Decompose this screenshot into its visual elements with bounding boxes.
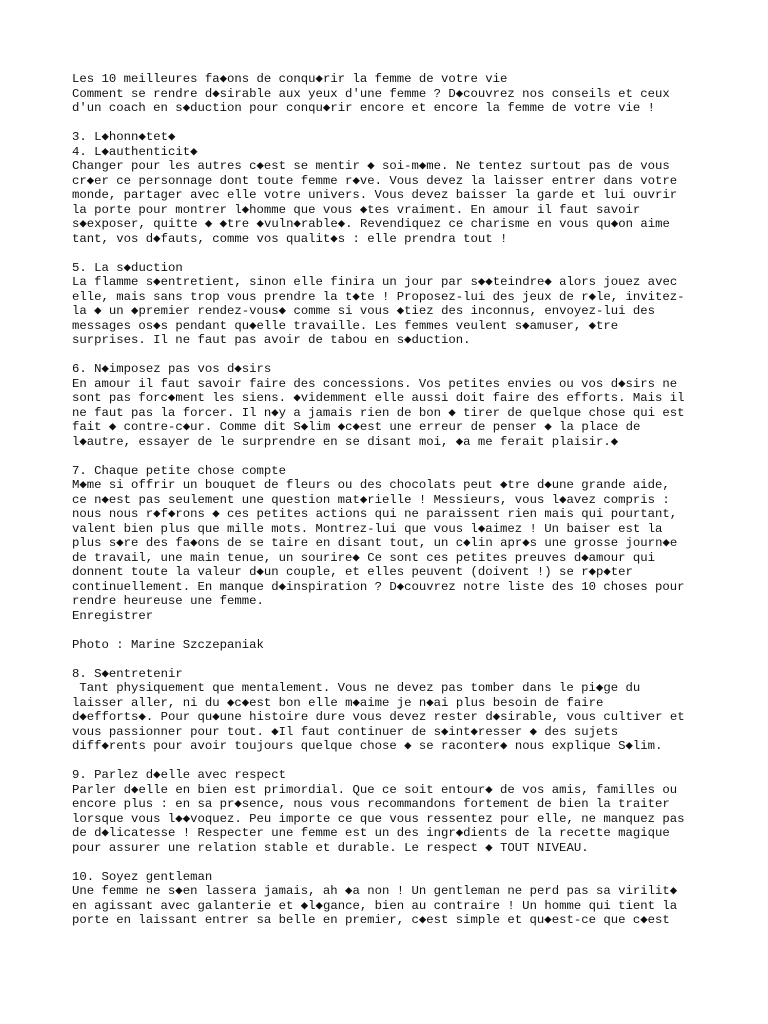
text-line: l◆autre, essayer de le surprendre en se disant moi, ◆a me ferait plaisir.◆	[72, 434, 619, 449]
text-line: La flamme s◆entretient, sinon elle finira un jour par s◆◆teindre◆ alors jouez avec	[72, 275, 678, 289]
text-line: donnent toute la valeur d◆un couple, et elles peuvent (doivent !) se r◆p◆ter	[72, 565, 633, 579]
text-line: rendre heureuse une femme.	[72, 594, 264, 608]
text-line: pour assurer une relation stable et durable. Le respect ◆ TOUT NIVEAU.	[72, 840, 589, 855]
text-line: monde, partager avec elle votre univers. Vous devez baisser la garde et lui ouvrir	[72, 188, 678, 202]
blank-line	[72, 348, 732, 363]
text-line: s◆exposer, quitte ◆ ◆tre ◆vuln◆rable◆. Revendiquez ce charisme en vous qu◆on aime	[72, 217, 670, 231]
blank-line	[72, 855, 732, 870]
text-line: Tant physiquement que mentalement. Vous ne devez pas tomber dans le pi◆ge du	[72, 681, 641, 695]
text-line: cr◆er ce personnage dont toute femme r◆ve. Vous devez la laisser entrer dans votre	[72, 173, 678, 188]
text-line: 5. La s◆duction	[72, 260, 183, 275]
text-line: de d◆licatesse ! Respecter une femme est un des ingr◆dients de la recette magique	[72, 826, 670, 840]
blank-line	[72, 246, 732, 261]
text-line: 3. L◆honn◆tet◆	[72, 130, 176, 144]
text-line: ne faut pas la forcer. Il n◆y a jamais rien de bon ◆ tirer de quelque chose qui est	[72, 405, 685, 420]
text-line: continuellement. En manque d◆inspiration ? D◆couvrez notre liste des 10 choses pour	[72, 579, 685, 594]
text-line: diff◆rents pour avoir toujours quelque chose ◆ se raconter◆ nous explique S◆lim.	[72, 739, 663, 753]
text-line: lorsque vous l◆◆voquez. Peu importe ce que vous ressentez pour elle, ne manquez pas	[72, 811, 685, 826]
text-line: la ◆ un ◆premier rendez-vous◆ comme si vous ◆tiez des inconnus, envoyez-lui des	[72, 304, 656, 318]
text-line: 4. L◆authenticit◆	[72, 144, 198, 159]
blank-line	[72, 623, 732, 638]
text-line: Parler d◆elle en bien est primordial. Que ce soit entour◆ de vos amis, familles ou	[72, 782, 678, 797]
text-line: plus s◆re des fa◆ons de se taire en disant tout, un c◆lin apr◆s une grosse journ◆e	[72, 536, 678, 550]
text-line: 7. Chaque petite chose compte	[72, 463, 287, 478]
text-line: messages os◆s pendant qu◆elle travaille. Les femmes veulent s◆amuser, ◆tre	[72, 318, 619, 333]
text-line: en agissant avec galanterie et ◆l◆gance, bien au contraire ! Un homme qui tient la	[72, 898, 678, 913]
text-line: Les 10 meilleures fa◆ons de conqu◆rir la femme de votre vie	[72, 72, 508, 86]
text-line: encore plus : en sa pr◆sence, nous vous recommandons fortement de bien la traiter	[72, 797, 670, 811]
text-line: Photo : Marine Szczepaniak	[72, 637, 264, 652]
text-line: tant, vos d◆fauts, comme vos qualit◆s : elle prendra tout !	[72, 231, 508, 246]
text-line: la porte pour montrer l◆homme que vous ◆tes vraiment. En amour il faut savoir	[72, 202, 641, 217]
text-line: Changer pour les autres c◆est se mentir ◆ soi-m◆me. Ne tentez surtout pas de vous	[72, 159, 670, 173]
text-line: 8. S◆entretenir	[72, 666, 183, 681]
document-page	[72, 72, 732, 928]
text-line: d◆efforts◆. Pour qu◆une histoire dure vous devez rester d◆sirable, vous cultiver et	[72, 710, 685, 724]
blank-line	[72, 116, 732, 131]
text-line: sont pas forc◆ment les siens. ◆videmment elle aussi doit faire des efforts. Mais il	[72, 391, 685, 405]
text-line: 9. Parlez d◆elle avec respect	[72, 768, 287, 782]
text-line: Comment se rendre d◆sirable aux yeux d'une femme ? D◆couvrez nos conseils et ceux	[72, 86, 670, 101]
blank-line	[72, 652, 732, 667]
text-line: surprises. Il ne faut pas avoir de tabou en s◆duction.	[72, 333, 471, 347]
text-line: de travail, une main tenue, un sourire◆ Ce sont ces petites preuves d◆amour qui	[72, 550, 656, 565]
text-line: vous passionner pour tout. ◆Il faut continuer de s◆int◆resser ◆ des sujets	[72, 724, 619, 739]
blank-line	[72, 754, 732, 769]
blank-line	[72, 449, 732, 464]
text-line: 10. Soyez gentleman	[72, 869, 213, 884]
text-line: fait ◆ contre-c◆ur. Comme dit S◆lim ◆c◆est une erreur de penser ◆ la place de	[72, 420, 641, 434]
text-line: laisser aller, ni du ◆c◆est bon elle m◆aime je n◆ai plus besoin de faire	[72, 695, 604, 710]
text-line: ce n◆est pas seulement une question mat◆rielle ! Messieurs, vous l◆avez compris :	[72, 492, 670, 507]
text-line: M◆me si offrir un bouquet de fleurs ou des chocolats peut ◆tre d◆une grande aide,	[72, 478, 670, 492]
text-line: porte en laissant entrer sa belle en premier, c◆est simple et qu◆est-ce que c◆est	[72, 913, 670, 927]
text-line: En amour il faut savoir faire des concessions. Vos petites envies ou vos d◆sirs ne	[72, 376, 678, 391]
text-line: elle, mais sans trop vous prendre la t◆te ! Proposez-lui des jeux de r◆le, invitez-	[72, 289, 685, 304]
text-line: 6. N◆imposez pas vos d◆sirs	[72, 362, 272, 376]
text-line: Enregistrer	[72, 608, 154, 623]
text-line: Une femme ne s◆en lassera jamais, ah ◆a non ! Un gentleman ne perd pas sa virilit◆	[72, 884, 678, 898]
text-line: nous nous r◆f◆rons ◆ ces petites actions qui ne paraissent rien mais qui pourtant,	[72, 507, 678, 521]
text-line: d'un coach en s◆duction pour conqu◆rir encore et encore la femme de votre vie !	[72, 101, 656, 115]
text-line: valent bien plus que mille mots. Montrez-lui que vous l◆aimez ! Un baiser est la	[72, 521, 663, 536]
